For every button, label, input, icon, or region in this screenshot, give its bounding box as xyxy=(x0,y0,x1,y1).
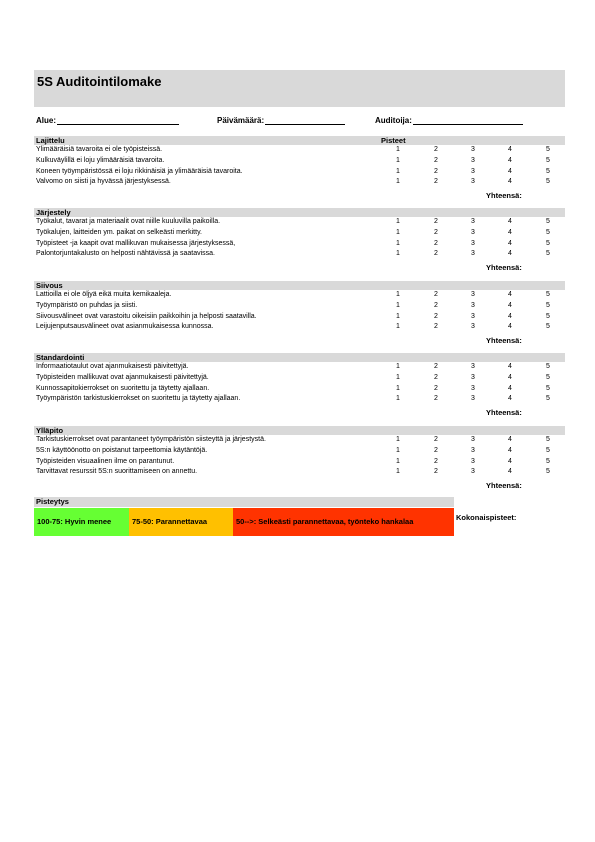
section-total xyxy=(34,405,565,417)
auditor-input-line[interactable] xyxy=(413,116,523,125)
score-option-4[interactable]: 4 xyxy=(508,146,512,153)
score-option-2[interactable]: 2 xyxy=(434,312,438,320)
section-total xyxy=(34,260,565,272)
checklist-item-text: Työkalujen, laitteiden ym. paikat on selkeästi merkitty. xyxy=(36,228,203,236)
section-total xyxy=(34,478,565,490)
score-option-2[interactable]: 2 xyxy=(434,218,438,225)
score-option-5[interactable]: 5 xyxy=(546,239,550,247)
score-option-4[interactable]: 4 xyxy=(508,167,512,175)
score-option-3[interactable]: 3 xyxy=(471,167,475,175)
checklist-item-text: Valvomo on siisti ja hyvässä järjestyksessä. xyxy=(36,178,171,186)
score-option-1[interactable]: 1 xyxy=(396,250,400,258)
band-improve: 75-50: Parannettavaa xyxy=(129,508,233,536)
scoring-title: Pisteytys xyxy=(36,497,69,506)
score-option-3[interactable]: 3 xyxy=(471,146,475,153)
checklist-item-text: Lattioilla ei ole öljyä eikä muita kemikaaleja. xyxy=(36,291,172,298)
score-option-4[interactable]: 4 xyxy=(508,373,512,381)
section-total-label: Yhteensä: xyxy=(486,191,522,201)
score-option-1[interactable]: 1 xyxy=(396,395,400,403)
checklist-row xyxy=(34,394,565,405)
score-option-1[interactable]: 1 xyxy=(396,373,400,381)
score-option-4[interactable]: 4 xyxy=(508,323,512,331)
checklist-row xyxy=(34,145,565,156)
section-total xyxy=(34,333,565,345)
score-option-1[interactable]: 1 xyxy=(396,291,400,298)
score-option-3[interactable]: 3 xyxy=(471,178,475,186)
score-option-5[interactable]: 5 xyxy=(546,436,550,443)
date-label: Päivämäärä: xyxy=(217,116,265,125)
score-option-5[interactable]: 5 xyxy=(546,468,550,476)
score-option-5[interactable]: 5 xyxy=(546,218,550,225)
score-option-2[interactable]: 2 xyxy=(434,146,438,153)
scoring-section xyxy=(34,497,565,526)
points-header: Pisteet xyxy=(381,136,406,145)
band-critical: 50-->: Selkeästi parannettavaa, työnteko hankalaa xyxy=(233,508,454,536)
score-option-5[interactable]: 5 xyxy=(546,250,550,258)
checklist-item-text: Koneen työympäristössä ei loju rikkinäisiä ja ylimääräisiä tavaroita. xyxy=(36,167,243,175)
score-option-3[interactable]: 3 xyxy=(471,468,475,476)
score-option-1[interactable]: 1 xyxy=(396,384,400,392)
section-1 xyxy=(34,208,565,272)
score-option-4[interactable]: 4 xyxy=(508,363,512,370)
score-option-3[interactable]: 3 xyxy=(471,218,475,225)
score-option-4[interactable]: 4 xyxy=(508,301,512,309)
area-label: Alue: xyxy=(36,116,56,125)
score-option-3[interactable]: 3 xyxy=(471,363,475,370)
area-field xyxy=(36,116,179,125)
score-option-5[interactable]: 5 xyxy=(546,178,550,186)
checklist-item-text: Työpisteiden visuaalinen ilme on parantunut. xyxy=(36,457,175,465)
score-option-3[interactable]: 3 xyxy=(471,436,475,443)
checklist-item-text: Työympäristö on puhdas ja siisti. xyxy=(36,301,138,309)
score-option-5[interactable]: 5 xyxy=(546,156,550,164)
score-option-4[interactable]: 4 xyxy=(508,395,512,403)
score-option-2[interactable]: 2 xyxy=(434,395,438,403)
auditor-label: Auditoija: xyxy=(375,116,412,125)
score-option-5[interactable]: 5 xyxy=(546,363,550,370)
checklist-row xyxy=(34,167,565,178)
score-option-2[interactable]: 2 xyxy=(434,384,438,392)
checklist-item-text: Siivousvälineet ovat varastoitu oikeisiin paikkoihin ja helposti saatavilla. xyxy=(36,312,257,320)
score-option-3[interactable]: 3 xyxy=(471,301,475,309)
date-input-line[interactable] xyxy=(265,116,345,125)
section-total xyxy=(34,188,565,200)
score-option-3[interactable]: 3 xyxy=(471,323,475,331)
checklist-item-text: Kulkuväylillä ei loju ylimääräisiä tavaroita. xyxy=(36,156,165,164)
score-option-3[interactable]: 3 xyxy=(471,291,475,298)
checklist-row xyxy=(34,322,565,333)
score-option-4[interactable]: 4 xyxy=(508,228,512,236)
score-option-1[interactable]: 1 xyxy=(396,323,400,331)
score-option-5[interactable]: 5 xyxy=(546,146,550,153)
score-option-5[interactable]: 5 xyxy=(546,323,550,331)
score-option-5[interactable]: 5 xyxy=(546,457,550,465)
score-option-3[interactable]: 3 xyxy=(471,457,475,465)
section-total-label: Yhteensä: xyxy=(486,408,522,418)
checklist-item-text: Leijujenputsausvälineet ovat asianmukaisessa kunnossa. xyxy=(36,323,214,331)
checklist-row xyxy=(34,239,565,250)
checklist-row xyxy=(34,435,565,446)
title-bar xyxy=(34,70,565,107)
checklist-row xyxy=(34,301,565,312)
score-option-4[interactable]: 4 xyxy=(508,457,512,465)
checklist-row xyxy=(34,467,565,478)
score-option-1[interactable]: 1 xyxy=(396,218,400,225)
score-option-3[interactable]: 3 xyxy=(471,373,475,381)
score-option-2[interactable]: 2 xyxy=(434,363,438,370)
checklist-item-text: Informaatiotaulut ovat ajanmukaisesti päivitettyjä. xyxy=(36,363,189,370)
score-option-3[interactable]: 3 xyxy=(471,250,475,258)
score-option-2[interactable]: 2 xyxy=(434,156,438,164)
checklist-item-text: Työkalut, tavarat ja materiaalit ovat niille kuuluvilla paikoilla. xyxy=(36,218,221,225)
checklist-row xyxy=(34,249,565,260)
score-option-1[interactable]: 1 xyxy=(396,178,400,186)
score-option-4[interactable]: 4 xyxy=(508,446,512,454)
score-option-1[interactable]: 1 xyxy=(396,167,400,175)
score-option-1[interactable]: 1 xyxy=(396,146,400,153)
score-option-5[interactable]: 5 xyxy=(546,291,550,298)
score-option-4[interactable]: 4 xyxy=(508,239,512,247)
score-option-1[interactable]: 1 xyxy=(396,239,400,247)
section-total-label: Yhteensä: xyxy=(486,263,522,273)
checklist-row xyxy=(34,362,565,373)
page-title: 5S Auditointilomake xyxy=(37,74,162,89)
score-option-3[interactable]: 3 xyxy=(471,384,475,392)
score-option-1[interactable]: 1 xyxy=(396,457,400,465)
section-total-label: Yhteensä: xyxy=(486,336,522,346)
date-field xyxy=(217,116,345,125)
score-option-2[interactable]: 2 xyxy=(434,239,438,247)
section-total-label: Yhteensä: xyxy=(486,481,522,491)
score-option-1[interactable]: 1 xyxy=(396,363,400,370)
score-option-3[interactable]: 3 xyxy=(471,156,475,164)
checklist-item-text: Työpisteet -ja kaapit ovat mallikuvan mukaisessa järjestyksessä, xyxy=(36,239,236,247)
checklist-item-text: Palontorjuntakalusto on helposti nähtävissä ja saatavissa. xyxy=(36,250,215,258)
score-option-4[interactable]: 4 xyxy=(508,250,512,258)
checklist-row xyxy=(34,373,565,384)
score-option-2[interactable]: 2 xyxy=(434,468,438,476)
score-option-4[interactable]: 4 xyxy=(508,384,512,392)
score-option-5[interactable]: 5 xyxy=(546,446,550,454)
section-title: Järjestely xyxy=(36,208,71,217)
checklist-row xyxy=(34,290,565,301)
section-2 xyxy=(34,281,565,345)
score-option-5[interactable]: 5 xyxy=(546,384,550,392)
section-title: Lajittelu xyxy=(36,136,65,145)
checklist-row xyxy=(34,312,565,323)
checklist-item-text: Kunnossapitokierrokset on suoritettu ja täytetty ajallaan. xyxy=(36,384,210,392)
checklist-row xyxy=(34,446,565,457)
score-option-4[interactable]: 4 xyxy=(508,312,512,320)
score-option-4[interactable]: 4 xyxy=(508,178,512,186)
checklist-row xyxy=(34,156,565,167)
score-option-1[interactable]: 1 xyxy=(396,436,400,443)
score-option-2[interactable]: 2 xyxy=(434,178,438,186)
score-option-1[interactable]: 1 xyxy=(396,312,400,320)
score-option-5[interactable]: 5 xyxy=(546,395,550,403)
score-option-3[interactable]: 3 xyxy=(471,239,475,247)
score-option-2[interactable]: 2 xyxy=(434,250,438,258)
checklist-row xyxy=(34,457,565,468)
score-option-1[interactable]: 1 xyxy=(396,468,400,476)
section-title: Siivous xyxy=(36,281,63,290)
section-header xyxy=(34,208,565,217)
checklist-item-text: 5S:n käyttöönotto on poistanut tarpeettomia käytäntöjä. xyxy=(36,446,208,454)
score-option-4[interactable]: 4 xyxy=(508,218,512,225)
auditor-field xyxy=(375,116,523,125)
score-option-3[interactable]: 3 xyxy=(471,395,475,403)
score-option-1[interactable]: 1 xyxy=(396,446,400,454)
score-option-5[interactable]: 5 xyxy=(546,167,550,175)
score-option-2[interactable]: 2 xyxy=(434,457,438,465)
score-option-4[interactable]: 4 xyxy=(508,468,512,476)
score-option-1[interactable]: 1 xyxy=(396,301,400,309)
score-option-5[interactable]: 5 xyxy=(546,373,550,381)
score-option-5[interactable]: 5 xyxy=(546,228,550,236)
section-4 xyxy=(34,426,565,490)
section-title: Ylläpito xyxy=(36,426,64,435)
score-option-2[interactable]: 2 xyxy=(434,436,438,443)
scoring-header xyxy=(34,497,454,507)
section-header xyxy=(34,426,565,435)
score-option-2[interactable]: 2 xyxy=(434,167,438,175)
area-input-line[interactable] xyxy=(57,116,179,125)
section-header xyxy=(34,281,565,290)
score-option-2[interactable]: 2 xyxy=(434,301,438,309)
section-3 xyxy=(34,353,565,417)
section-header xyxy=(34,353,565,362)
checklist-item-text: Työympäristön tarkistuskierrokset on suoritettu ja täytetty ajallaan. xyxy=(36,395,241,403)
section-title: Standardointi xyxy=(36,353,85,362)
score-option-1[interactable]: 1 xyxy=(396,228,400,236)
checklist-row xyxy=(34,177,565,188)
score-option-3[interactable]: 3 xyxy=(471,446,475,454)
score-option-1[interactable]: 1 xyxy=(396,156,400,164)
score-option-4[interactable]: 4 xyxy=(508,436,512,443)
score-option-4[interactable]: 4 xyxy=(508,156,512,164)
score-option-2[interactable]: 2 xyxy=(434,446,438,454)
band-good: 100-75: Hyvin menee xyxy=(34,508,129,536)
total-score-label: Kokonaispisteet: xyxy=(456,513,517,522)
checklist-item-text: Tarvittavat resurssit 5S:n suorittamiseen on annettu. xyxy=(36,468,198,476)
score-option-2[interactable]: 2 xyxy=(434,291,438,298)
checklist-item-text: Ylimääräisiä tavaroita ei ole työpisteissä. xyxy=(36,146,163,153)
score-option-4[interactable]: 4 xyxy=(508,291,512,298)
score-option-5[interactable]: 5 xyxy=(546,301,550,309)
score-option-5[interactable]: 5 xyxy=(546,312,550,320)
checklist-item-text: Tarkistuskierrokset ovat parantaneet työympäristön siisteyttä ja järjestystä. xyxy=(36,436,266,443)
score-option-2[interactable]: 2 xyxy=(434,373,438,381)
section-0 xyxy=(34,136,565,200)
score-option-3[interactable]: 3 xyxy=(471,228,475,236)
score-option-2[interactable]: 2 xyxy=(434,228,438,236)
checklist-row xyxy=(34,217,565,228)
score-option-3[interactable]: 3 xyxy=(471,312,475,320)
checklist-row xyxy=(34,384,565,395)
section-header xyxy=(34,136,565,145)
checklist-item-text: Työpisteiden mallikuvat ovat ajanmukaisesti päivitettyjä. xyxy=(36,373,209,381)
score-option-2[interactable]: 2 xyxy=(434,323,438,331)
checklist-row xyxy=(34,228,565,239)
